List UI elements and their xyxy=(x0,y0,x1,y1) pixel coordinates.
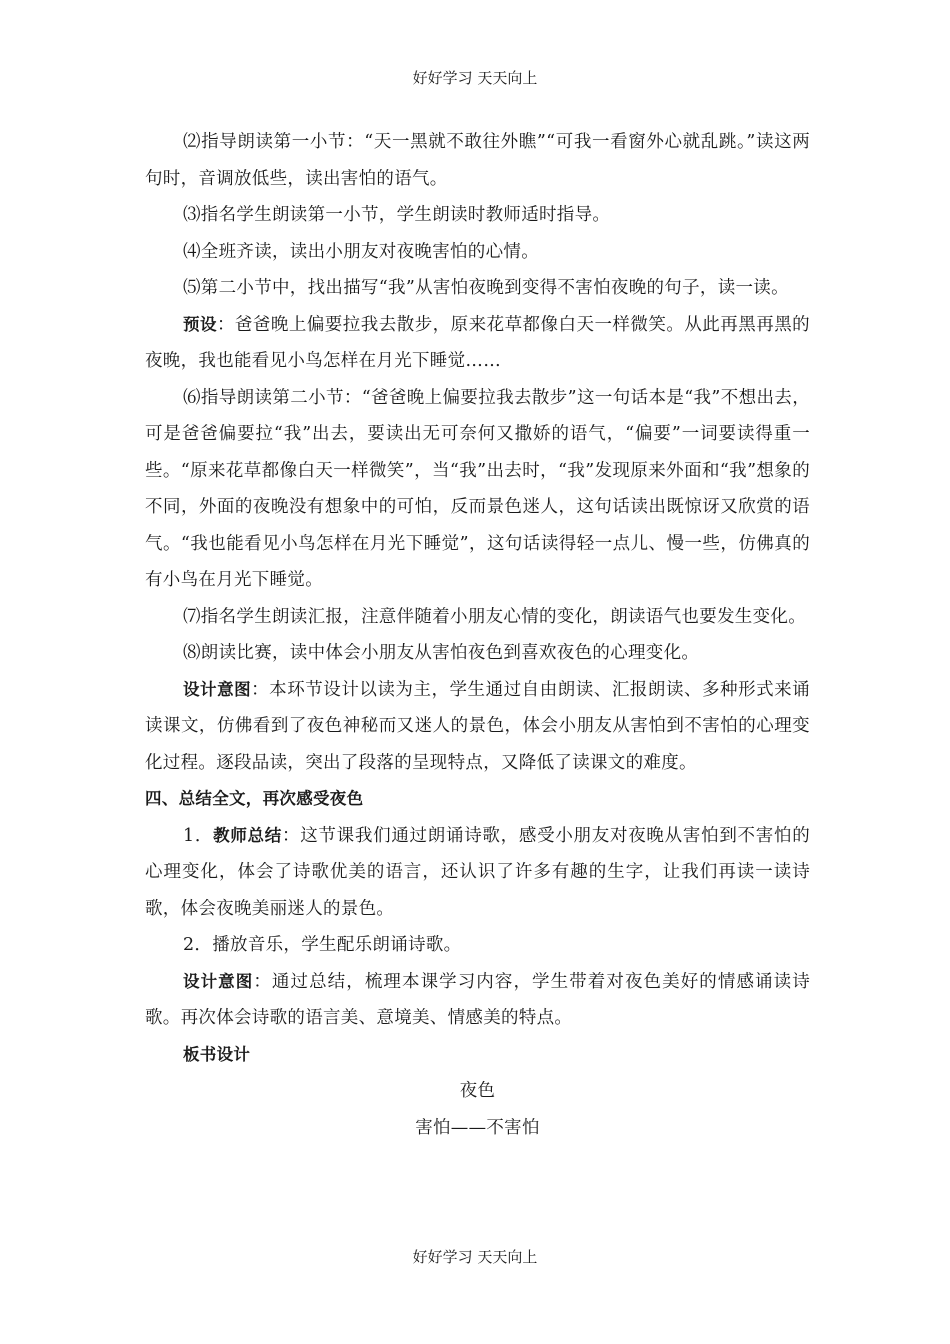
board-line: 害怕——不害怕 xyxy=(415,1117,540,1138)
paragraph-step-6: ⑹指导朗读第二小节：“爸爸晚上偏要拉我去散步”这一句话本是“我”不想出去，可是爸爸偏要拉“我”出去，要读出无可奈何又撒娇的语气，“偏要”一词要读得重一些。“原来花草都像白天一样微笑”，当“我”出去时，“我”发现原来外面和“我”想象的不同，外面的夜晚没有想象中的可怕，反而景色迷人，这句话读出既惊讶又欣赏的语气。“我也能看见小鸟怎样在月光下睡觉”，这句话读得轻一点儿、慢一些，仿佛真的有小鸟在月光下睡觉。 xyxy=(145,387,810,590)
page-footer: 好好学习 天天向上 xyxy=(412,1248,538,1266)
paragraph-step-8: ⑻朗读比赛，读中体会小朋友从害怕夜色到喜欢夜色的心理变化。 xyxy=(183,643,700,663)
paragraph-step-3: ⑶指名学生朗读第一小节，学生朗读时教师适时指导。 xyxy=(183,205,611,225)
board-title: 夜色 xyxy=(459,1081,496,1101)
paragraph-design-intent-2 xyxy=(145,964,810,1037)
paragraph-preset xyxy=(145,307,810,380)
design-intent-label: 设计意图 xyxy=(183,971,254,991)
paragraph-teacher-summary xyxy=(145,818,810,928)
design-intent-label: 设计意图 xyxy=(183,679,252,699)
paragraph-step-5: ⑸第二小节中，找出描写“我”从害怕夜晚到变得不害怕夜晚的句子，读一读。 xyxy=(183,278,789,298)
page-header: 好好学习 天天向上 xyxy=(412,69,538,87)
teacher-summary-text: ：这节课我们通过朗诵诗歌，感受小朋友对夜晚从害怕到不害怕的心理变化，体会了诗歌优美的语言，还认识了许多有趣的生字，让我们再读一读诗歌，体会夜晚美丽迷人的景色。 xyxy=(145,825,811,919)
summary-number: 1． xyxy=(183,825,214,846)
board-design-heading: 板书设计 xyxy=(183,1044,251,1064)
document-body xyxy=(145,124,810,1146)
section-heading-4: 四、总结全文，再次感受夜色 xyxy=(145,789,364,808)
paragraph-play-music: 2．播放音乐，学生配乐朗诵诗歌。 xyxy=(183,935,462,955)
design-intent-text: ：通过总结，梳理本课学习内容，学生带着对夜色美好的情感诵读诗歌。再次体会诗歌的语言美、意境美、情感美的特点。 xyxy=(145,971,810,1028)
paragraph-step-4: ⑷全班齐读，读出小朋友对夜晚害怕的心情。 xyxy=(183,241,539,262)
preset-text: ：爸爸晚上偏要拉我去散步，原来花草都像白天一样微笑。从此再黑再黑的夜晚，我也能看见小鸟怎样在月光下睡觉…… xyxy=(145,314,810,371)
preset-label: 预设 xyxy=(183,314,217,334)
paragraph-design-intent-1 xyxy=(145,672,810,782)
teacher-summary-label: 教师总结 xyxy=(213,825,282,845)
paragraph-step-2: ⑵指导朗读第一小节：“天一黑就不敢往外瞧”“可我一看窗外心就乱跳。”读这两句时，音调放低些，读出害怕的语气。 xyxy=(145,132,810,189)
design-intent-text: ：本环节设计以读为主，学生通过自由朗读、汇报朗读、多种形式来诵读课文，仿佛看到了夜色神秘而又迷人的景色，体会小朋友从害怕到不害怕的心理变化过程。逐段品读，突出了段落的呈现特点，又降低了读课文的难度。 xyxy=(145,679,810,773)
paragraph-step-7: ⑺指名学生朗读汇报，注意伴随着小朋友心情的变化，朗读语气也要发生变化。 xyxy=(183,606,806,627)
